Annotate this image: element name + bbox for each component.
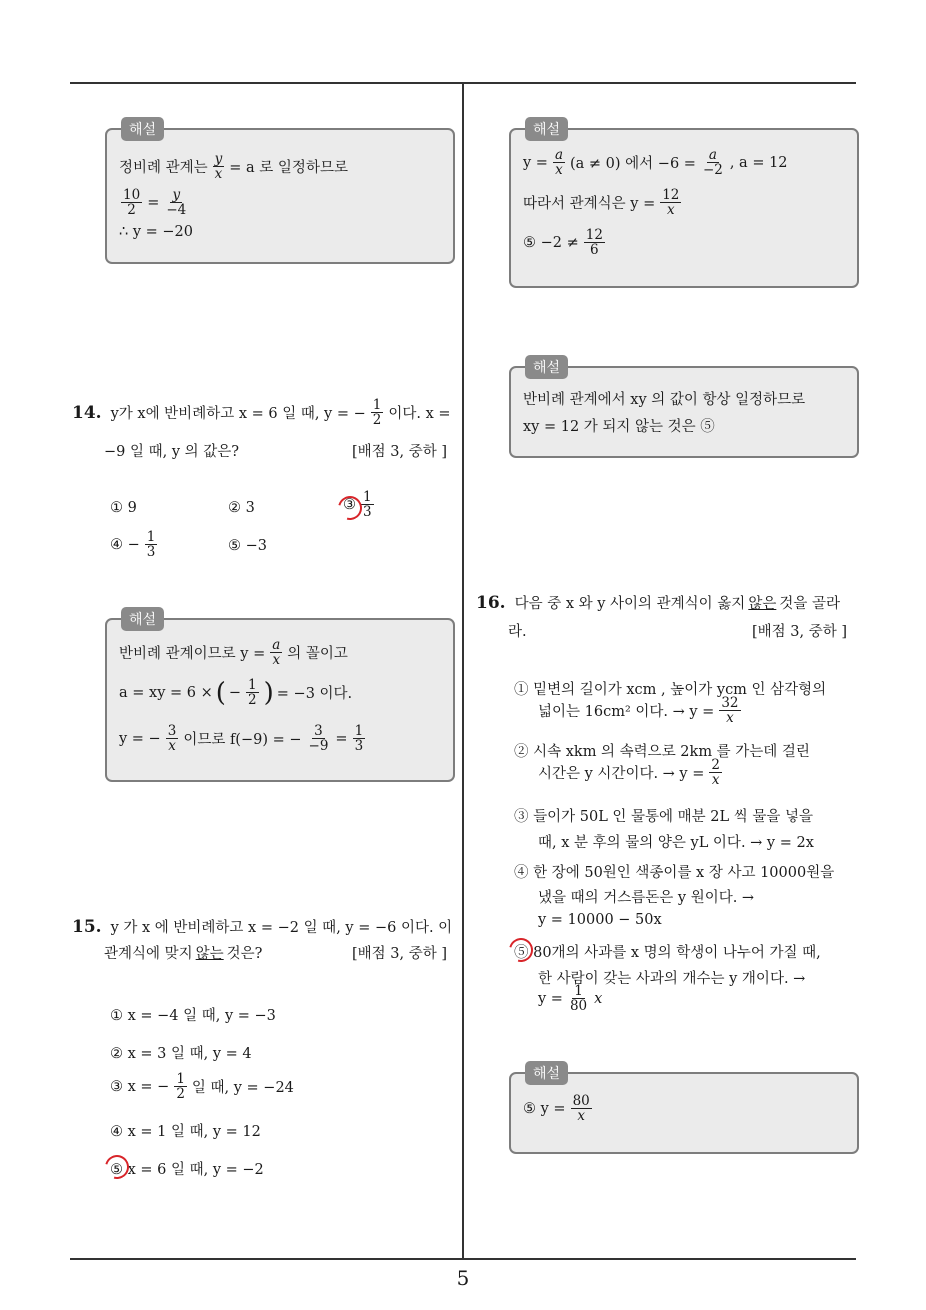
solution-tag: 해설 [525,117,568,141]
option-4-line3: y = 10000 − 50x [538,912,662,928]
option-4-line2: 냈을 때의 거스름돈은 y 원이다. → [538,890,755,906]
option-5-line2: 한 사람이 갖는 사과의 개수는 y 개이다. → [538,971,806,987]
option-3[interactable]: ③ x = − $\frac{1}{2}$ 일 때, y = −24 [110,1071,294,1103]
option-1[interactable]: ① 밑변의 길이가 xcm , 높이가 ycm 인 삼각형의 [514,682,827,698]
column-divider [462,83,464,1259]
option-5[interactable]: ⑤ x = 6 일 때, y = −2 [110,1162,264,1178]
solution-tag: 해설 [525,355,568,379]
solution-line: 정비례 관계는 $\frac{y}{x}$ = a 로 일정하므로 [119,151,348,183]
solution-tag: 해설 [525,1061,568,1085]
solution-line: ⑤ y = $\frac{80}{x}$ [523,1093,590,1125]
option-4[interactable]: ④ 한 장에 50원인 색종이를 x 장 사고 10000원을 [514,865,835,881]
option-2-line2: 시간은 y 시간이다. → y = $\frac{2}{x}$ [538,757,720,789]
question-15-line1: 15. y 가 x 에 반비례하고 x = −2 일 때, y = −6 이다. 이 [72,916,453,937]
question-14-line1: 14. y가 x에 반비례하고 x = 6 일 때, y = − $\frac{1}{2}$ 이다. x = [72,397,451,429]
score-label: [배점 3, 중하 ] [352,946,448,962]
option-3[interactable]: ③ 1 3 [343,489,372,521]
question-16-line2: 라. [508,624,527,640]
solution-line: 반비례 관계에서 xy 의 값이 항상 일정하므로 [523,392,806,408]
option-1-line2: 넓이는 16cm² 이다. → y = $\frac{32}{x}$ [538,695,739,727]
option-1[interactable]: ① x = −4 일 때, y = −3 [110,1008,276,1024]
solution-line: xy = 12 가 되지 않는 것은 ⑤ [523,419,715,435]
question-number: 15. [72,916,102,937]
question-number: 16. [476,592,506,613]
option-2[interactable]: ② 3 [228,500,255,516]
solution-line: y = − $\frac{3}{x}$ 이므로 f(−9) = − $\frac{3}{-9}$ = $\frac{1}{3}$ [119,723,364,755]
page-number: 5 [456,1266,470,1290]
option-4[interactable]: ④ x = 1 일 때, y = 12 [110,1124,261,1140]
option-5[interactable]: ⑤ −3 [228,538,267,554]
solution-line: y = $\frac{a}{x}$ (a ≠ 0) 에서 −6 = $\frac{a}{-2}$ , a = 12 [523,147,788,179]
option-2[interactable]: ② x = 3 일 때, y = 4 [110,1046,252,1062]
question-14-line2: −9 일 때, y 의 값은? [104,444,240,460]
score-label: [배점 3, 중하 ] [352,444,448,460]
solution-line: a = xy = 6 × ( − 1 2 ) = −3 이다. [119,677,353,709]
solution-line: ⑤ −2 ≠ 12 6 [523,227,603,259]
question-15-line2: 관계식에 맞지 않는 것은? [104,946,263,962]
solution-tag: 해설 [121,607,164,631]
option-1[interactable]: ① 9 [110,500,137,516]
question-number: 14. [72,402,102,423]
bottom-rule [70,1258,856,1260]
solution-tag: 해설 [121,117,164,141]
option-4[interactable]: ④ − $\frac{1}{3}$ [110,529,156,561]
option-2[interactable]: ② 시속 xkm 의 속력으로 2km 를 가는데 걸린 [514,744,810,760]
solution-line: 따라서 관계식은 y = $\frac{12}{x}$ [523,187,680,219]
score-label: [배점 3, 중하 ] [752,624,848,640]
solution-box-13 [105,122,455,264]
option-3[interactable]: ③ 들이가 50L 인 물통에 매분 2L 씩 물을 넣을 [514,809,814,825]
solution-line: ∴ y = −20 [119,224,193,240]
solution-line: $\frac{10}{2}$ = $\frac{y}{-4}$ [123,187,187,219]
solution-box-14 [105,612,455,782]
question-16-line1: 16. 다음 중 x 와 y 사이의 관계식이 옳지 않은 것을 골라 [476,592,840,613]
solution-box-16 [509,1066,859,1154]
option-5-line3: y = $\frac{1}{80}$ x [538,983,603,1015]
solution-line: 반비례 관계이므로 y = $\frac{a}{x}$ 의 꼴이고 [119,637,348,669]
option-5[interactable]: ⑤ 80개의 사과를 x 명의 학생이 나누어 가질 때, [514,945,821,961]
solution-box-15 [509,360,859,458]
solution-box-13-right [509,122,859,288]
option-3-line2: 때, x 분 후의 물의 양은 yL 이다. → y = 2x [538,835,814,851]
